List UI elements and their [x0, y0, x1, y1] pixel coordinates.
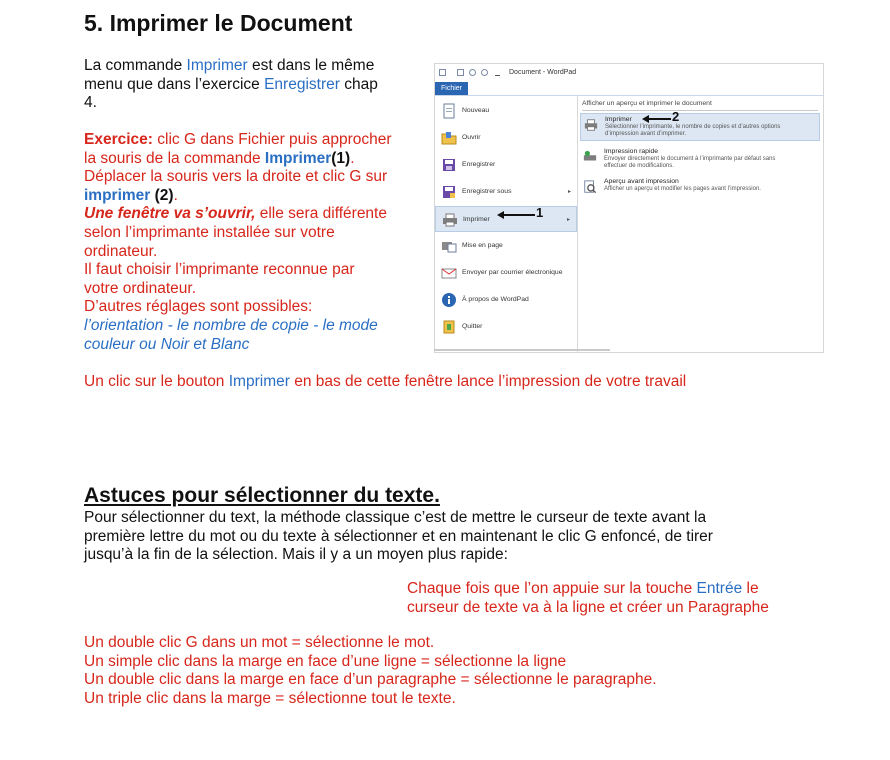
menu-item-label: Imprimer: [463, 216, 490, 223]
section-title: 5. Imprimer le Document: [84, 10, 353, 36]
exercise-text: la souris de la commande: [84, 149, 265, 167]
menu-item-label: À propos de WordPad: [462, 296, 529, 303]
tip-keyword-entree: Entrée: [696, 580, 743, 597]
menu-item-mise-en-page[interactable]: [435, 233, 577, 259]
callout-1-arrow-line: [503, 214, 535, 216]
submenu-item-apercu[interactable]: [580, 176, 820, 204]
submenu-item-desc: Sélectionner l’imprimante, le nombre de copies et d’autres options d’impression avant d’imprimer.: [605, 124, 781, 138]
intro-keyword-imprimer: Imprimer: [186, 57, 248, 74]
menu-item-ouvrir[interactable]: [435, 125, 577, 151]
menu-item-label: Quitter: [462, 323, 483, 330]
rule-single-click-margin: Un simple clic dans la marge en face d’une ligne = sélectionne la ligne: [84, 652, 567, 670]
intro-line-3: 4.: [84, 94, 97, 112]
intro-text: est dans le même: [247, 57, 375, 74]
exercise-emphasis: Une fenêtre va s’ouvrir,: [84, 205, 256, 223]
note-keyword-imprimer: Imprimer: [228, 373, 290, 390]
intro-text: La commande: [84, 57, 187, 74]
menu-item-label: Nouveau: [462, 107, 490, 114]
open-folder-icon: [441, 130, 457, 146]
menu-item-label: Mise en page: [462, 242, 503, 249]
intro-text: menu que dans l’exercice: [84, 75, 265, 93]
submenu-divider: [582, 110, 818, 111]
intro-line-2: [84, 76, 378, 95]
exercise-text: .: [173, 186, 178, 204]
note-text: Un clic sur le bouton: [84, 373, 229, 390]
menu-item-enregistrer[interactable]: [435, 152, 577, 178]
wordpad-screenshot: [434, 63, 824, 353]
print-submenu: [578, 96, 823, 352]
save-as-icon: [441, 184, 457, 200]
submenu-item-imprimer[interactable]: [580, 113, 820, 141]
intro-text: chap: [339, 75, 378, 93]
undo-icon[interactable]: [469, 69, 476, 76]
exercise-line-12: couleur ou Noir et Blanc: [84, 335, 250, 353]
exercise-line-1: [84, 131, 392, 150]
menu-item-label: Ouvrir: [462, 134, 481, 141]
rule-double-click-margin: Un double clic dans la marge en face d’un paragraphe = sélectionne le paragraphe.: [84, 671, 657, 689]
rule-double-click-word: Un double clic G dans un mot = sélectionne le mot.: [84, 634, 435, 651]
exercise-line-11: l’orientation - le nombre de copie - le mode: [84, 317, 378, 334]
submenu-item-title: Aperçu avant impression: [604, 178, 679, 185]
tip-text: le: [742, 580, 759, 597]
exercise-line-10: D’autres réglages sont possibles:: [84, 298, 313, 316]
exercise-text: clic G dans Fichier puis approcher: [152, 131, 392, 148]
menu-item-enregistrer-sous[interactable]: [435, 179, 577, 205]
callout-2-arrow-line: [648, 118, 671, 120]
submenu-arrow-icon: ▸: [567, 189, 571, 195]
exercise-text: elle sera différente: [255, 205, 387, 223]
tips-title: Astuces pour sélectionner du texte.: [84, 484, 440, 507]
exercise-line-4: [84, 187, 178, 206]
tips-paragraph-line-1: Pour sélectionner du text, la méthode classique c’est de mettre le curseur de texte avant la: [84, 509, 707, 526]
exercise-keyword-imprimer: Imprimer: [264, 149, 332, 167]
submenu-item-title: Impression rapide: [604, 148, 659, 155]
tip-text: Chaque fois que l’on appuie sur la touche: [407, 580, 697, 597]
intro-keyword-enregistrer: Enregistrer: [264, 75, 340, 93]
email-icon: [441, 265, 457, 281]
exercise-line-8: Il faut choisir l’imprimante reconnue par: [84, 261, 355, 279]
note-text: en bas de cette fenêtre lance l’impression de votre travail: [289, 373, 687, 390]
quick-print-icon: [583, 150, 597, 164]
exercise-line-9: votre ordinateur.: [84, 279, 197, 297]
callout-1-number: 1: [536, 205, 544, 220]
exercise-marker-1: (1): [331, 149, 351, 167]
printer-icon: [442, 212, 458, 228]
new-document-icon: [441, 103, 457, 119]
enter-key-tip-line-2: curseur de texte va à la ligne et créer un Paragraphe: [407, 598, 769, 616]
submenu-header: Afficher un aperçu et imprimer le document: [582, 100, 712, 107]
menu-item-nouveau[interactable]: [435, 98, 577, 124]
menu-item-imprimer[interactable]: [435, 206, 577, 232]
submenu-item-desc: Envoyer directement le document à l’imprimante par défaut sans effectuer de modifications.: [604, 156, 776, 170]
customize-quick-access-icon[interactable]: [495, 69, 500, 76]
submenu-item-impression-rapide[interactable]: [580, 146, 820, 174]
exercise-keyword-imprimer-2: imprimer: [84, 186, 151, 204]
exit-icon: [441, 319, 457, 335]
screenshot-bottom-edge: [434, 341, 610, 351]
exercise-line-2: [84, 150, 355, 169]
save-icon: [441, 157, 457, 173]
exercise-line-5: [84, 205, 387, 224]
exercise-line-7: ordinateur.: [84, 242, 158, 260]
menu-item-quitter[interactable]: [435, 314, 577, 340]
file-tab[interactable]: Fichier: [435, 82, 468, 96]
page-setup-icon: [441, 238, 457, 254]
exercise-label: Exercice:: [84, 131, 153, 148]
window-title: Document - WordPad: [509, 69, 577, 76]
exercise-line-3: Déplacer la souris vers la droite et clic G sur: [84, 168, 388, 186]
app-icon: [439, 69, 446, 76]
rule-triple-click-margin: Un triple clic dans la marge = sélectionne tout le texte.: [84, 689, 456, 707]
tips-paragraph-line-2: première lettre du mot ou du texte à sélectionner et en maintenant le clic G enfoncé, de tirer: [84, 527, 713, 545]
enter-key-tip-line-1: [407, 580, 759, 599]
print-preview-icon: [583, 180, 597, 194]
info-icon: [441, 292, 457, 308]
menu-item-a-propos[interactable]: [435, 287, 577, 313]
submenu-item-desc: Afficher un aperçu et modifier les pages avant l’impression.: [604, 186, 761, 192]
callout-2-number: 2: [672, 109, 680, 124]
print-button-note: [84, 373, 686, 392]
exercise-marker-2: (2): [150, 186, 174, 204]
tips-paragraph-line-3: jusqu’à la fin de la sélection. Mais il y a un moyen plus rapide:: [84, 546, 508, 564]
file-menu-left: [435, 96, 578, 352]
exercise-text: .: [350, 149, 355, 167]
menu-item-label: Enregistrer sous: [462, 188, 512, 195]
exercise-line-6: selon l’imprimante installée sur votre: [84, 224, 335, 241]
menu-item-envoyer-courrier[interactable]: [435, 260, 577, 286]
submenu-arrow-icon: ▸: [566, 217, 570, 223]
printer-icon: [584, 118, 598, 132]
menu-item-label: Enregistrer: [462, 161, 496, 168]
submenu-item-title: Imprimer: [605, 116, 632, 123]
redo-icon[interactable]: [481, 69, 488, 76]
wordpad-titlebar: [435, 64, 823, 82]
menu-item-label: Envoyer par courrier électronique: [462, 269, 563, 276]
intro-line-1: [84, 57, 374, 76]
save-icon[interactable]: [457, 69, 464, 76]
